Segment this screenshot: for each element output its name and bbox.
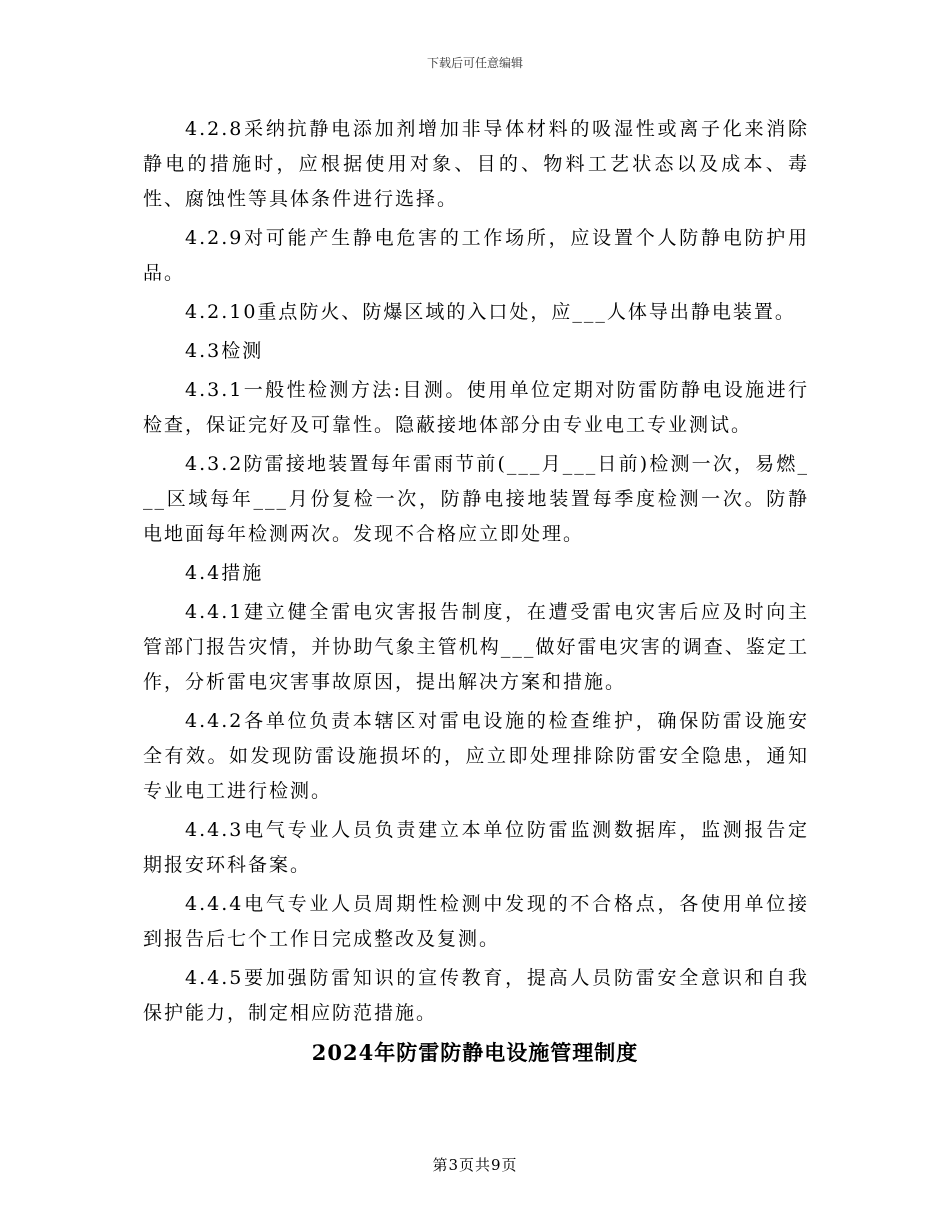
page-header: 下载后可任意编辑 bbox=[426, 56, 523, 70]
section-heading-4-4: 4.4措施 bbox=[185, 562, 264, 584]
paragraph-4-4-1: 4.4.1建立健全雷电灾害报告制度，在遭受雷电灾害后应及时向主管部门报告灾情，并协助气象主管机构___做好雷电灾害的调查、鉴定工作，分析雷电灾害事故原因，提出解决方案和措施。 bbox=[143, 601, 809, 693]
paragraph-4-2-8: 4.2.8采纳抗静电添加剂增加非导体材料的吸湿性或离子化来消除静电的措施时，应根据使用对象、目的、物料工艺状态以及成本、毒性、腐蚀性等具体条件进行选择。 bbox=[143, 118, 809, 210]
paragraph-4-3-1: 4.3.1一般性检测方法:目测。使用单位定期对防雷防静电设施进行检查，保证完好及可靠性。隐蔽接地体部分由专业电工专业测试。 bbox=[143, 379, 809, 436]
paragraph-4-4-2: 4.4.2各单位负责本辖区对雷电设施的检查维护，确保防雷设施安全有效。如发现防雷设施损坏的，应立即处理排除防雷安全隐患，通知专业电工进行检测。 bbox=[143, 710, 809, 802]
paragraph-4-4-3: 4.4.3电气专业人员负责建立本单位防雷监测数据库，监测报告定期报安环科备案。 bbox=[143, 819, 809, 876]
paragraph-4-2-9: 4.2.9对可能产生静电危害的工作场所，应设置个人防静电防护用品。 bbox=[143, 227, 809, 284]
page-number: 第3页共9页 bbox=[432, 1156, 518, 1174]
paragraph-4-3-2: 4.3.2防雷接地装置每年雷雨节前(___月___日前)检测一次，易燃___区域每年___月份复检一次，防静电接地装置每季度检测一次。防静电地面每年检测两次。发现不合格应立即处理。 bbox=[143, 453, 809, 545]
paragraph-4-2-10: 4.2.10重点防火、防爆区域的入口处，应___人体导出静电装置。 bbox=[185, 301, 796, 323]
paragraph-4-4-4: 4.4.4电气专业人员周期性检测中发现的不合格点，各使用单位接到报告后七个工作日完成整改及复测。 bbox=[143, 893, 809, 950]
paragraph-4-4-5: 4.4.5要加强防雷知识的宣传教育，提高人员防雷安全意识和自我保护能力，制定相应防范措施。 bbox=[143, 967, 809, 1024]
section-heading-4-3: 4.3检测 bbox=[185, 340, 264, 362]
document-body bbox=[143, 112, 809, 1035]
document-title: 2024年防雷防静电设施管理制度 bbox=[311, 1040, 639, 1065]
